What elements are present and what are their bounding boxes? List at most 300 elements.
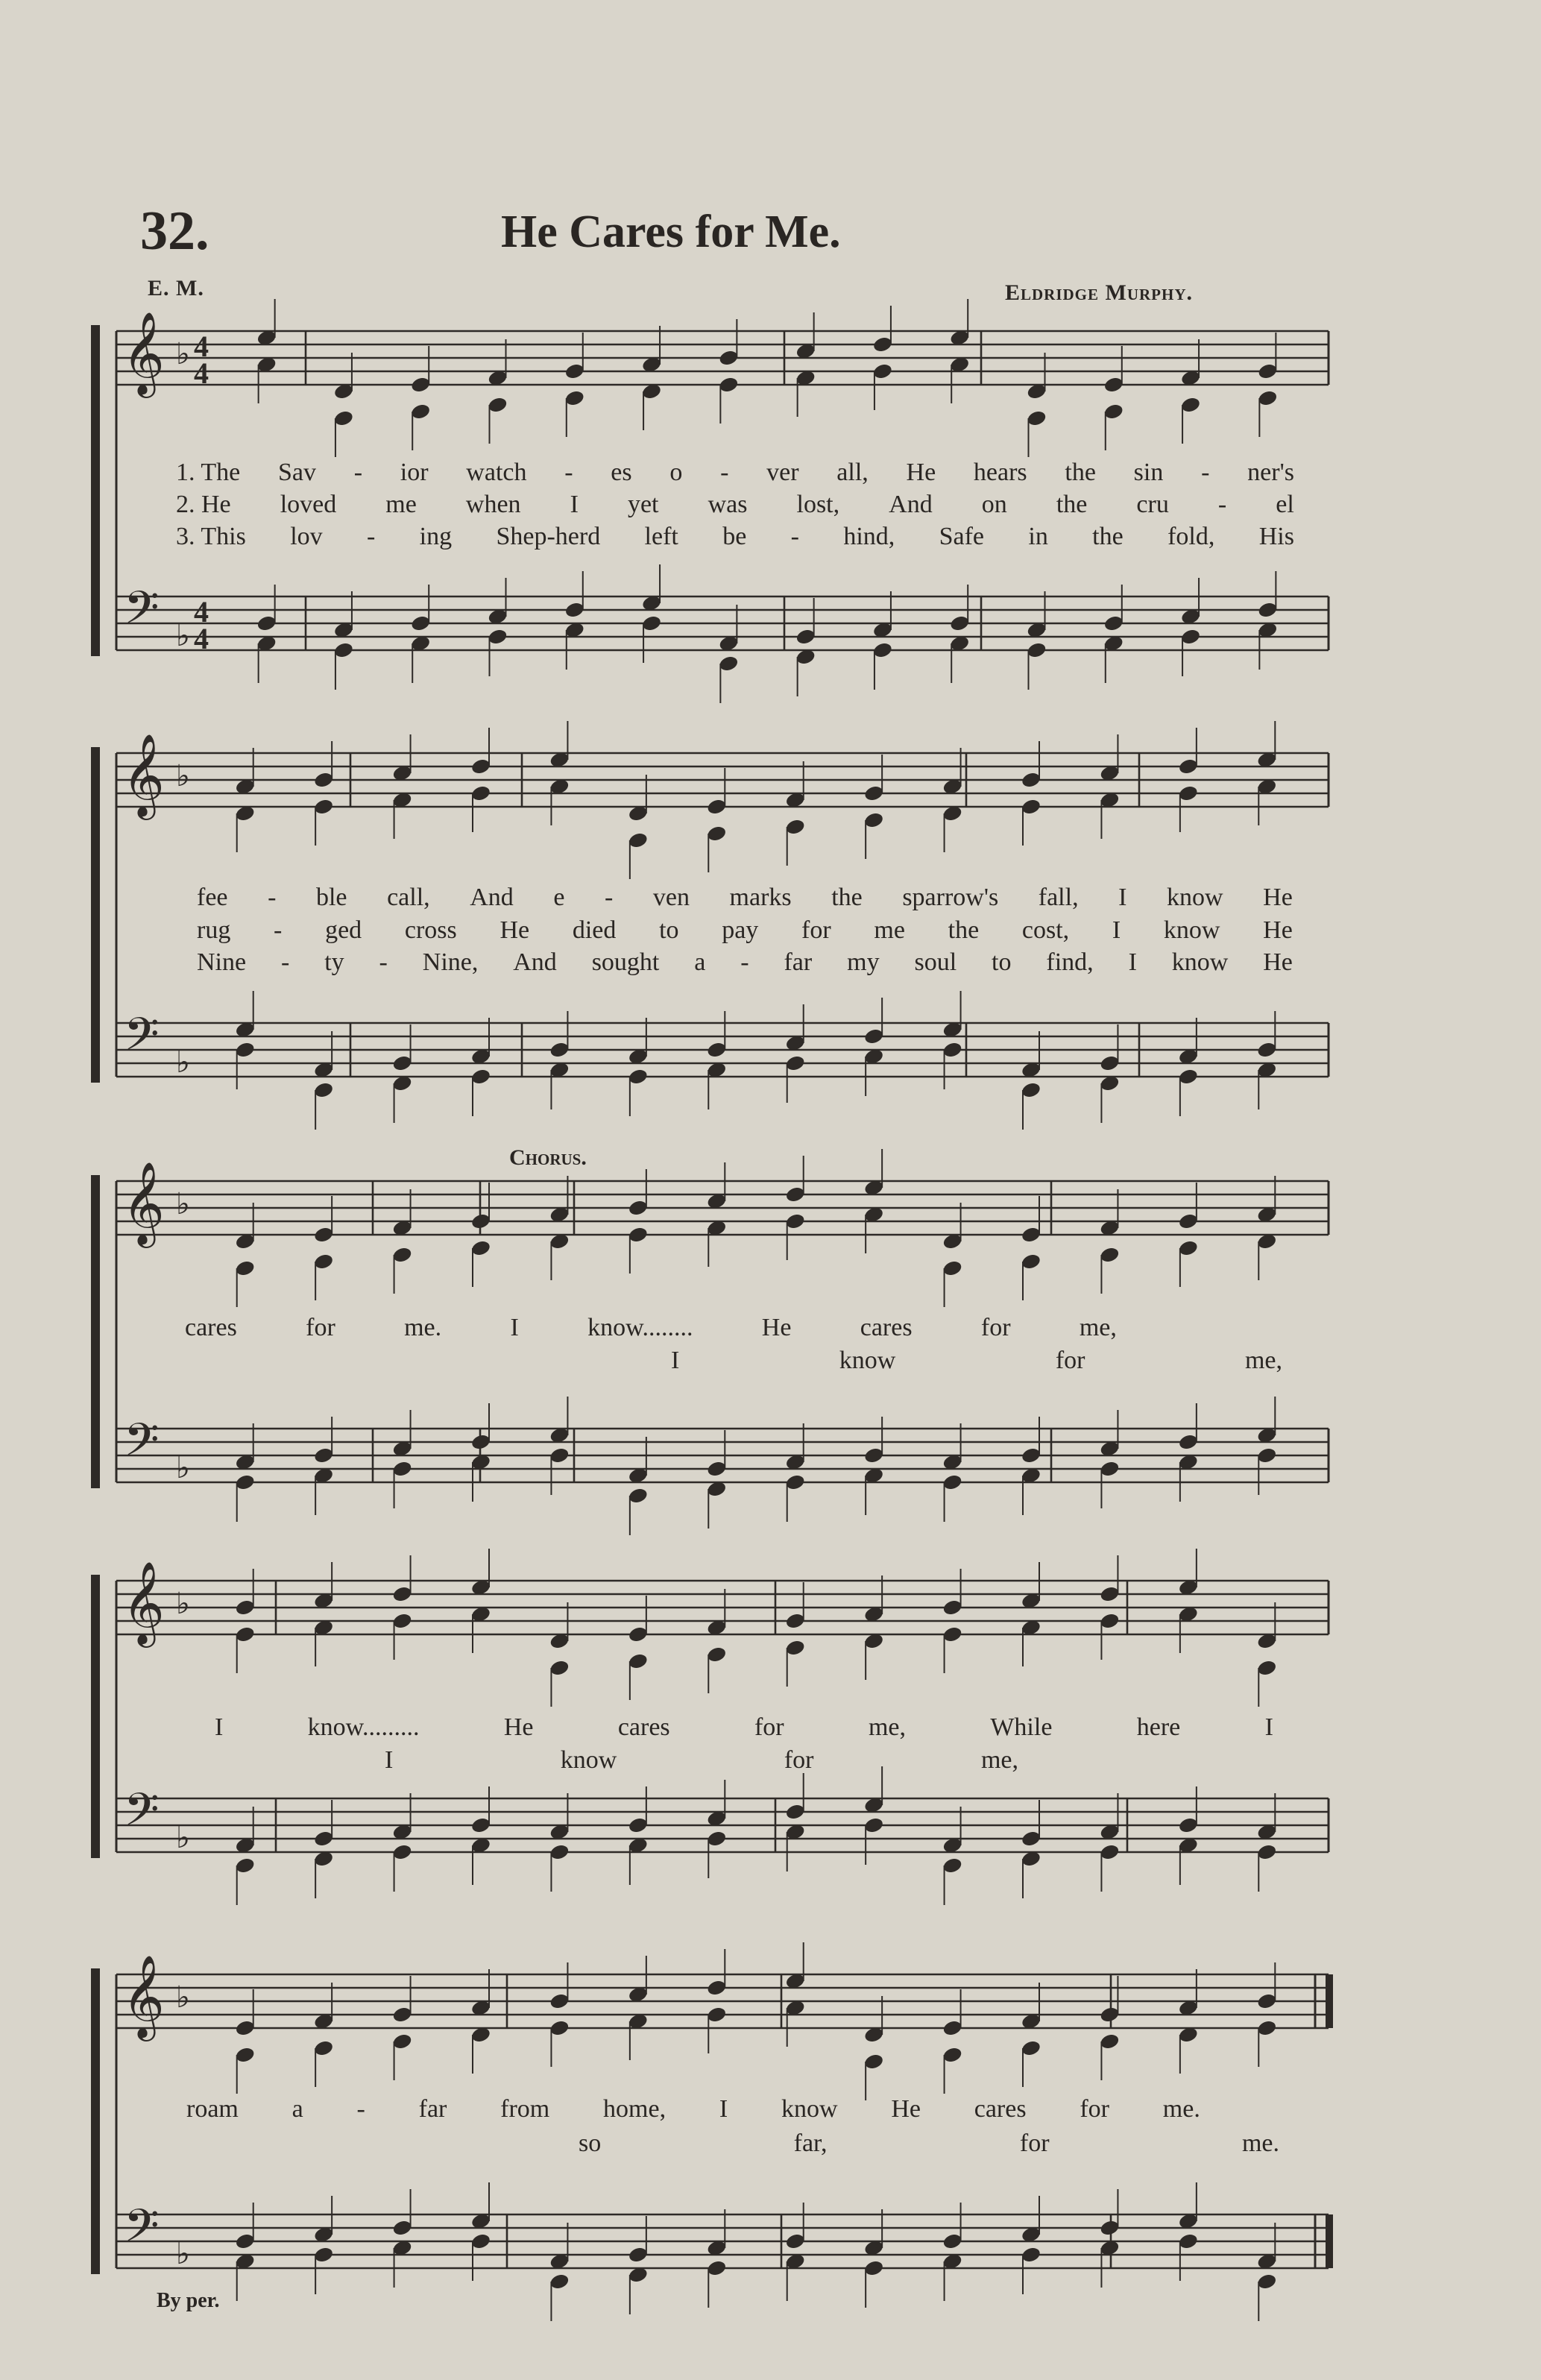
tenor-note (1178, 1816, 1199, 1834)
tenor-note (1178, 1433, 1199, 1451)
lyric-word: roam (186, 2095, 239, 2123)
bass-note (706, 1830, 727, 1848)
lyric-word: died (572, 916, 617, 944)
tenor-note (863, 1446, 884, 1464)
lyric-word: was (708, 491, 748, 518)
final-bar-line (1326, 1974, 1333, 2028)
lyric-word: 2. He (176, 491, 231, 518)
soprano-note (1099, 2006, 1120, 2024)
lyric-word: all, (836, 459, 869, 486)
lyric-word: the (948, 916, 980, 944)
lyric-word: cross (404, 916, 457, 944)
lyric-word: know (1163, 916, 1220, 944)
bass-note (863, 1816, 884, 1834)
bass-note (391, 1460, 412, 1478)
lyric-word: know (1171, 948, 1229, 976)
soprano-note (718, 349, 739, 367)
lyric-word: the (1092, 523, 1124, 550)
lyrics-s2-v1 (197, 884, 1293, 912)
alto-note (1178, 1239, 1199, 1257)
bass-clef-icon: 𝄢 (124, 1008, 160, 1072)
lyric-word: - (1217, 491, 1227, 518)
lyric-word: for (801, 916, 831, 944)
alto-note (872, 362, 893, 380)
alto-note (487, 396, 508, 414)
bass-note (1178, 2232, 1199, 2250)
soprano-note (470, 1212, 491, 1230)
lyrics-s5-l1 (186, 2095, 1200, 2124)
tenor-note (949, 614, 970, 632)
alto-note (235, 1625, 256, 1643)
lyric-word: He (500, 916, 530, 944)
bass-note (1099, 1843, 1120, 1861)
tenor-note (628, 1816, 649, 1834)
lyric-word: from (500, 2095, 550, 2123)
bass-clef-icon: 𝄢 (124, 582, 160, 646)
lyric-word: to (992, 948, 1012, 976)
lyric-word: es (611, 459, 632, 486)
tenor-note (313, 1830, 334, 1848)
tenor-note (706, 1460, 727, 1478)
treble-clef-icon: 𝄞 (122, 733, 165, 816)
lyric-word: I (215, 1713, 224, 1741)
alto-note (1021, 2039, 1041, 2057)
bass-note (1178, 1068, 1199, 1086)
lyric-word: soul (914, 948, 957, 976)
alto-note (863, 811, 884, 829)
lyric-word: to (659, 916, 679, 944)
lyric-word: cares (860, 1314, 913, 1341)
lyric-word: He (1263, 884, 1293, 911)
alto-note (942, 2046, 962, 2064)
tenor-note (235, 2232, 256, 2250)
bass-note (1256, 1843, 1277, 1861)
alto-note (1021, 1253, 1041, 1271)
lyric-word: fall, (1038, 884, 1079, 911)
bass-note (718, 655, 739, 673)
lyric-word: Shep-herd (496, 523, 601, 550)
lyric-word: lost, (796, 491, 840, 518)
system-brace (91, 325, 100, 656)
alto-note (549, 2019, 570, 2037)
lyric-word: ior (400, 459, 429, 486)
soprano-note (872, 336, 893, 353)
lyric-word: me (385, 491, 417, 518)
flat-icon: ♭ (176, 1187, 190, 1221)
hymn-number: 32. (140, 201, 209, 262)
footnote: By per. (157, 2289, 220, 2312)
soprano-note (1178, 1212, 1199, 1230)
soprano-note (470, 758, 491, 775)
lyric-word: pay (722, 916, 759, 944)
lyric-word: He (891, 2095, 921, 2123)
alto-note (1099, 1246, 1120, 1264)
bass-note (1180, 628, 1201, 646)
lyric-word: o (669, 459, 683, 486)
lyrics-s4-l1 (215, 1713, 1273, 1742)
lyric-word: And (513, 948, 557, 976)
tenor-note (785, 2232, 806, 2250)
lyric-word: - (280, 948, 290, 976)
lyric-word: He (1263, 948, 1293, 976)
lyric-word: - (274, 916, 283, 944)
lyric-word: While (990, 1713, 1053, 1741)
lyric-word: know (1167, 884, 1223, 911)
alto-note (1103, 403, 1124, 421)
bass-note (1256, 2273, 1277, 2291)
tenor-note (470, 1433, 491, 1451)
tenor-note (1257, 601, 1278, 619)
lyric-word: me, (980, 1746, 1018, 1774)
alto-note (235, 2046, 256, 2064)
lyric-word: the (1056, 491, 1088, 518)
lyric-word: fold, (1167, 523, 1215, 550)
alto-note (863, 2053, 884, 2071)
bass-note (1026, 641, 1047, 659)
lyric-word: cares (185, 1314, 237, 1341)
bass-note (628, 1068, 649, 1086)
bass-note (628, 1487, 649, 1505)
lyric-word: Safe (939, 523, 985, 550)
lyric-word: - (740, 948, 749, 976)
lyric-word: - (356, 2095, 365, 2123)
alto-note (410, 403, 431, 421)
tenor-note (564, 601, 585, 619)
bass-note (785, 1473, 806, 1491)
lyric-word: here (1136, 1713, 1181, 1741)
lyric-word: Nine, (422, 948, 479, 976)
soprano-note (628, 1199, 649, 1217)
lyrics-s3-l1 (185, 1314, 1117, 1342)
lyric-word: the (1065, 459, 1096, 486)
lyric-word: left (644, 523, 678, 550)
tenor-note (549, 1041, 570, 1059)
alto-note (1021, 798, 1041, 816)
alto-note (1256, 2019, 1277, 2037)
lyric-word: me. (404, 1314, 442, 1341)
flat-icon: ♭ (176, 1451, 190, 1485)
lyric-word: He (906, 459, 936, 486)
lyric-word: me. (1162, 2095, 1200, 2123)
lyric-word: - (564, 459, 573, 486)
alto-note (1178, 784, 1199, 802)
lyric-word: hears (973, 459, 1027, 486)
lyric-word: 1. The (176, 459, 241, 486)
system-brace (91, 1968, 100, 2274)
lyric-word: know (560, 1746, 617, 1774)
lyric-word: He (761, 1314, 792, 1341)
lyrics-s4-l2 (385, 1746, 1018, 1775)
alto-note (628, 1652, 649, 1670)
music-credit: Eldridge Murphy. (1005, 280, 1194, 305)
soprano-note (706, 798, 727, 816)
lyric-word: cares (617, 1713, 670, 1741)
flat-icon: ♭ (176, 337, 190, 371)
lyric-word: ing (419, 523, 453, 550)
treble-clef-icon: 𝄞 (122, 1954, 165, 2038)
lyric-word: a (292, 2095, 303, 2123)
alto-note (706, 825, 727, 843)
lyric-word: - (268, 884, 277, 911)
bass-note (235, 1041, 256, 1059)
lyric-word: sought (591, 948, 660, 976)
tenor-note (785, 1803, 806, 1821)
alto-note (391, 2033, 412, 2050)
soprano-note (1103, 376, 1124, 394)
alto-note (564, 389, 585, 407)
lyric-word: in (1028, 523, 1048, 550)
tenor-note (863, 1027, 884, 1045)
soprano-note (391, 2006, 412, 2024)
lyric-word: ver (766, 459, 799, 486)
lyric-word: me, (1244, 1347, 1282, 1374)
lyrics-s2-v2 (197, 916, 1293, 945)
lyric-word: ged (325, 916, 362, 944)
bass-note (1256, 1446, 1277, 1464)
lyric-word: for (754, 1713, 784, 1741)
lyric-word: - (605, 884, 614, 911)
tenor-note (391, 2219, 412, 2237)
lyric-word: be (722, 523, 747, 550)
lyric-word: so (579, 2129, 602, 2157)
lyrics-s1-v2 (176, 491, 1294, 519)
lyric-word: know (839, 1347, 896, 1374)
soprano-note (1178, 758, 1199, 775)
lyric-word: - (1201, 459, 1210, 486)
lyric-word: my (847, 948, 880, 976)
tenor-note (391, 1054, 412, 1072)
bass-clef-icon: 𝄢 (124, 1784, 160, 1848)
bass-clef-icon: 𝄢 (124, 2200, 160, 2264)
flat-icon: ♭ (176, 1980, 190, 2015)
lyric-word: me. (1241, 2129, 1279, 2157)
lyric-word: fee (197, 884, 228, 911)
alto-note (785, 818, 806, 836)
soprano-note (1021, 1226, 1041, 1244)
alto-note (718, 376, 739, 394)
tenor-note (1256, 1041, 1277, 1059)
alto-note (628, 1226, 649, 1244)
lyric-word: e (553, 884, 565, 911)
bass-note (1021, 1081, 1041, 1099)
lyric-word: for (784, 1746, 814, 1774)
alto-note (785, 1212, 806, 1230)
system-brace (91, 747, 100, 1083)
alto-note (235, 1259, 256, 1277)
tenor-note (942, 2232, 962, 2250)
lyric-word: know........ (587, 1314, 693, 1341)
bass-note (470, 2232, 491, 2250)
bass-note (313, 2246, 334, 2264)
lyric-word: I (570, 491, 579, 518)
alto-note (470, 784, 491, 802)
lyric-word: And (889, 491, 933, 518)
lyric-word: - (366, 523, 376, 550)
soprano-note (235, 2019, 256, 2037)
soprano-note (235, 1599, 256, 1616)
lyric-word: for (980, 1314, 1011, 1341)
soprano-note (1099, 1585, 1120, 1603)
treble-clef-icon: 𝄞 (122, 1561, 165, 1644)
soprano-note (564, 362, 585, 380)
time-signature-top: 4 (194, 595, 209, 629)
lyric-word: know......... (307, 1713, 420, 1741)
lyric-word: know (781, 2095, 838, 2123)
lyric-word: for (306, 1314, 335, 1341)
lyric-word: call, (387, 884, 430, 911)
lyric-word: far (784, 948, 813, 976)
chorus-label: Chorus. (509, 1145, 587, 1170)
lyric-word: the (831, 884, 863, 911)
soprano-note (785, 1186, 806, 1203)
flat-icon: ♭ (176, 759, 190, 793)
alto-note (1099, 1612, 1120, 1630)
lyrics-s1-v3 (176, 523, 1294, 551)
alto-note (1026, 409, 1047, 427)
bass-note (333, 641, 354, 659)
lyric-word: a (694, 948, 706, 976)
alto-note (1257, 389, 1278, 407)
lyric-word: - (353, 459, 363, 486)
alto-note (313, 1253, 334, 1271)
lyric-word: - (790, 523, 799, 550)
lyric-word: lov (290, 523, 323, 550)
alto-note (706, 2006, 727, 2024)
lyric-word: His (1258, 523, 1294, 550)
tenor-note (706, 1041, 727, 1059)
tenor-note (1099, 2219, 1120, 2237)
lyric-word: for (1080, 2095, 1110, 2123)
lyric-word: - (379, 948, 388, 976)
bass-note (942, 1857, 962, 1874)
bass-note (1021, 2246, 1041, 2264)
soprano-note (863, 784, 884, 802)
lyric-word: cost, (1021, 916, 1070, 944)
lyric-word: ty (324, 948, 344, 976)
alto-note (942, 1625, 962, 1643)
lyric-word: me, (868, 1713, 907, 1741)
soprano-note (549, 1992, 570, 2010)
alto-note (1256, 1659, 1277, 1677)
bass-note (391, 1843, 412, 1861)
lyric-word: He (1263, 916, 1293, 944)
lyric-word: I (1112, 916, 1121, 944)
bass-note (785, 1054, 806, 1072)
time-signature-bottom: 4 (194, 356, 209, 390)
soprano-note (1256, 1992, 1277, 2010)
lyric-word: I (671, 1347, 680, 1374)
lyric-word: sin (1133, 459, 1164, 486)
alto-note (470, 1239, 491, 1257)
alto-note (785, 1639, 806, 1657)
soprano-note (313, 771, 334, 789)
bass-note (235, 1473, 256, 1491)
lyric-word: me, (1079, 1314, 1117, 1341)
words-credit: E. M. (148, 276, 204, 300)
lyric-word: cares (974, 2095, 1027, 2123)
soprano-note (785, 1612, 806, 1630)
lyric-word: far, (793, 2129, 828, 2157)
lyric-word: He (503, 1713, 534, 1741)
lyric-word: - (720, 459, 729, 486)
tenor-note (628, 2246, 649, 2264)
system-brace (91, 1175, 100, 1488)
flat-icon: ♭ (176, 619, 190, 653)
bass-note (549, 2273, 570, 2291)
treble-clef-icon: 𝄞 (122, 311, 165, 394)
flat-icon: ♭ (176, 1587, 190, 1621)
final-bar-line (1326, 2214, 1333, 2268)
alto-note (628, 831, 649, 849)
soprano-note (391, 1585, 412, 1603)
lyric-word: And (470, 884, 514, 911)
bass-note (863, 2259, 884, 2277)
bass-note (549, 1446, 570, 1464)
alto-note (313, 798, 334, 816)
flat-icon: ♭ (176, 1045, 190, 1080)
bass-note (942, 1473, 962, 1491)
tenor-note (1099, 1054, 1120, 1072)
bass-note (872, 641, 893, 659)
alto-note (549, 1659, 570, 1677)
lyric-word: I (1128, 948, 1137, 976)
alto-note (1180, 396, 1201, 414)
lyric-word: I (1118, 884, 1127, 911)
alto-note (942, 1259, 962, 1277)
bass-note (1099, 1460, 1120, 1478)
lyric-word: 3. This (176, 523, 246, 550)
bass-clef-icon: 𝄢 (124, 1414, 160, 1478)
bass-note (313, 1081, 334, 1099)
tenor-note (795, 628, 816, 646)
tenor-note (1021, 1830, 1041, 1848)
soprano-note (628, 1625, 649, 1643)
lyrics-s3-l2 (671, 1347, 1282, 1375)
lyrics-s2-v3 (197, 948, 1293, 977)
lyric-word: find, (1046, 948, 1094, 976)
flat-icon: ♭ (176, 2237, 190, 2271)
soprano-note (706, 1979, 727, 1997)
bass-note (487, 628, 508, 646)
tenor-note (410, 614, 431, 632)
tenor-note (256, 614, 277, 632)
soprano-note (313, 1226, 334, 1244)
lyric-word: Sav (277, 459, 316, 486)
lyric-word: I (385, 1746, 394, 1774)
lyric-word: on (981, 491, 1007, 518)
alto-note (391, 1246, 412, 1264)
time-signature-top: 4 (194, 330, 209, 363)
lyric-word: loved (280, 491, 337, 518)
bass-note (706, 2259, 727, 2277)
hymn-title: He Cares for Me. (501, 207, 841, 257)
tenor-note (313, 1446, 334, 1464)
soprano-note (1021, 771, 1041, 789)
lyrics-s1-v1 (176, 459, 1294, 487)
alto-note (1099, 2033, 1120, 2050)
lyric-word: I (1264, 1713, 1273, 1741)
lyrics-s5-l2 (579, 2129, 1279, 2158)
bass-note (942, 1041, 962, 1059)
lyric-word: me (874, 916, 905, 944)
treble-clef-icon: 𝄞 (122, 1161, 165, 1244)
tenor-note (1021, 1446, 1041, 1464)
lyric-word: el (1276, 491, 1294, 518)
tenor-note (470, 1816, 491, 1834)
lyric-word: ble (315, 884, 347, 911)
lyric-word: I (719, 2095, 728, 2123)
time-signature-bottom: 4 (194, 622, 209, 655)
